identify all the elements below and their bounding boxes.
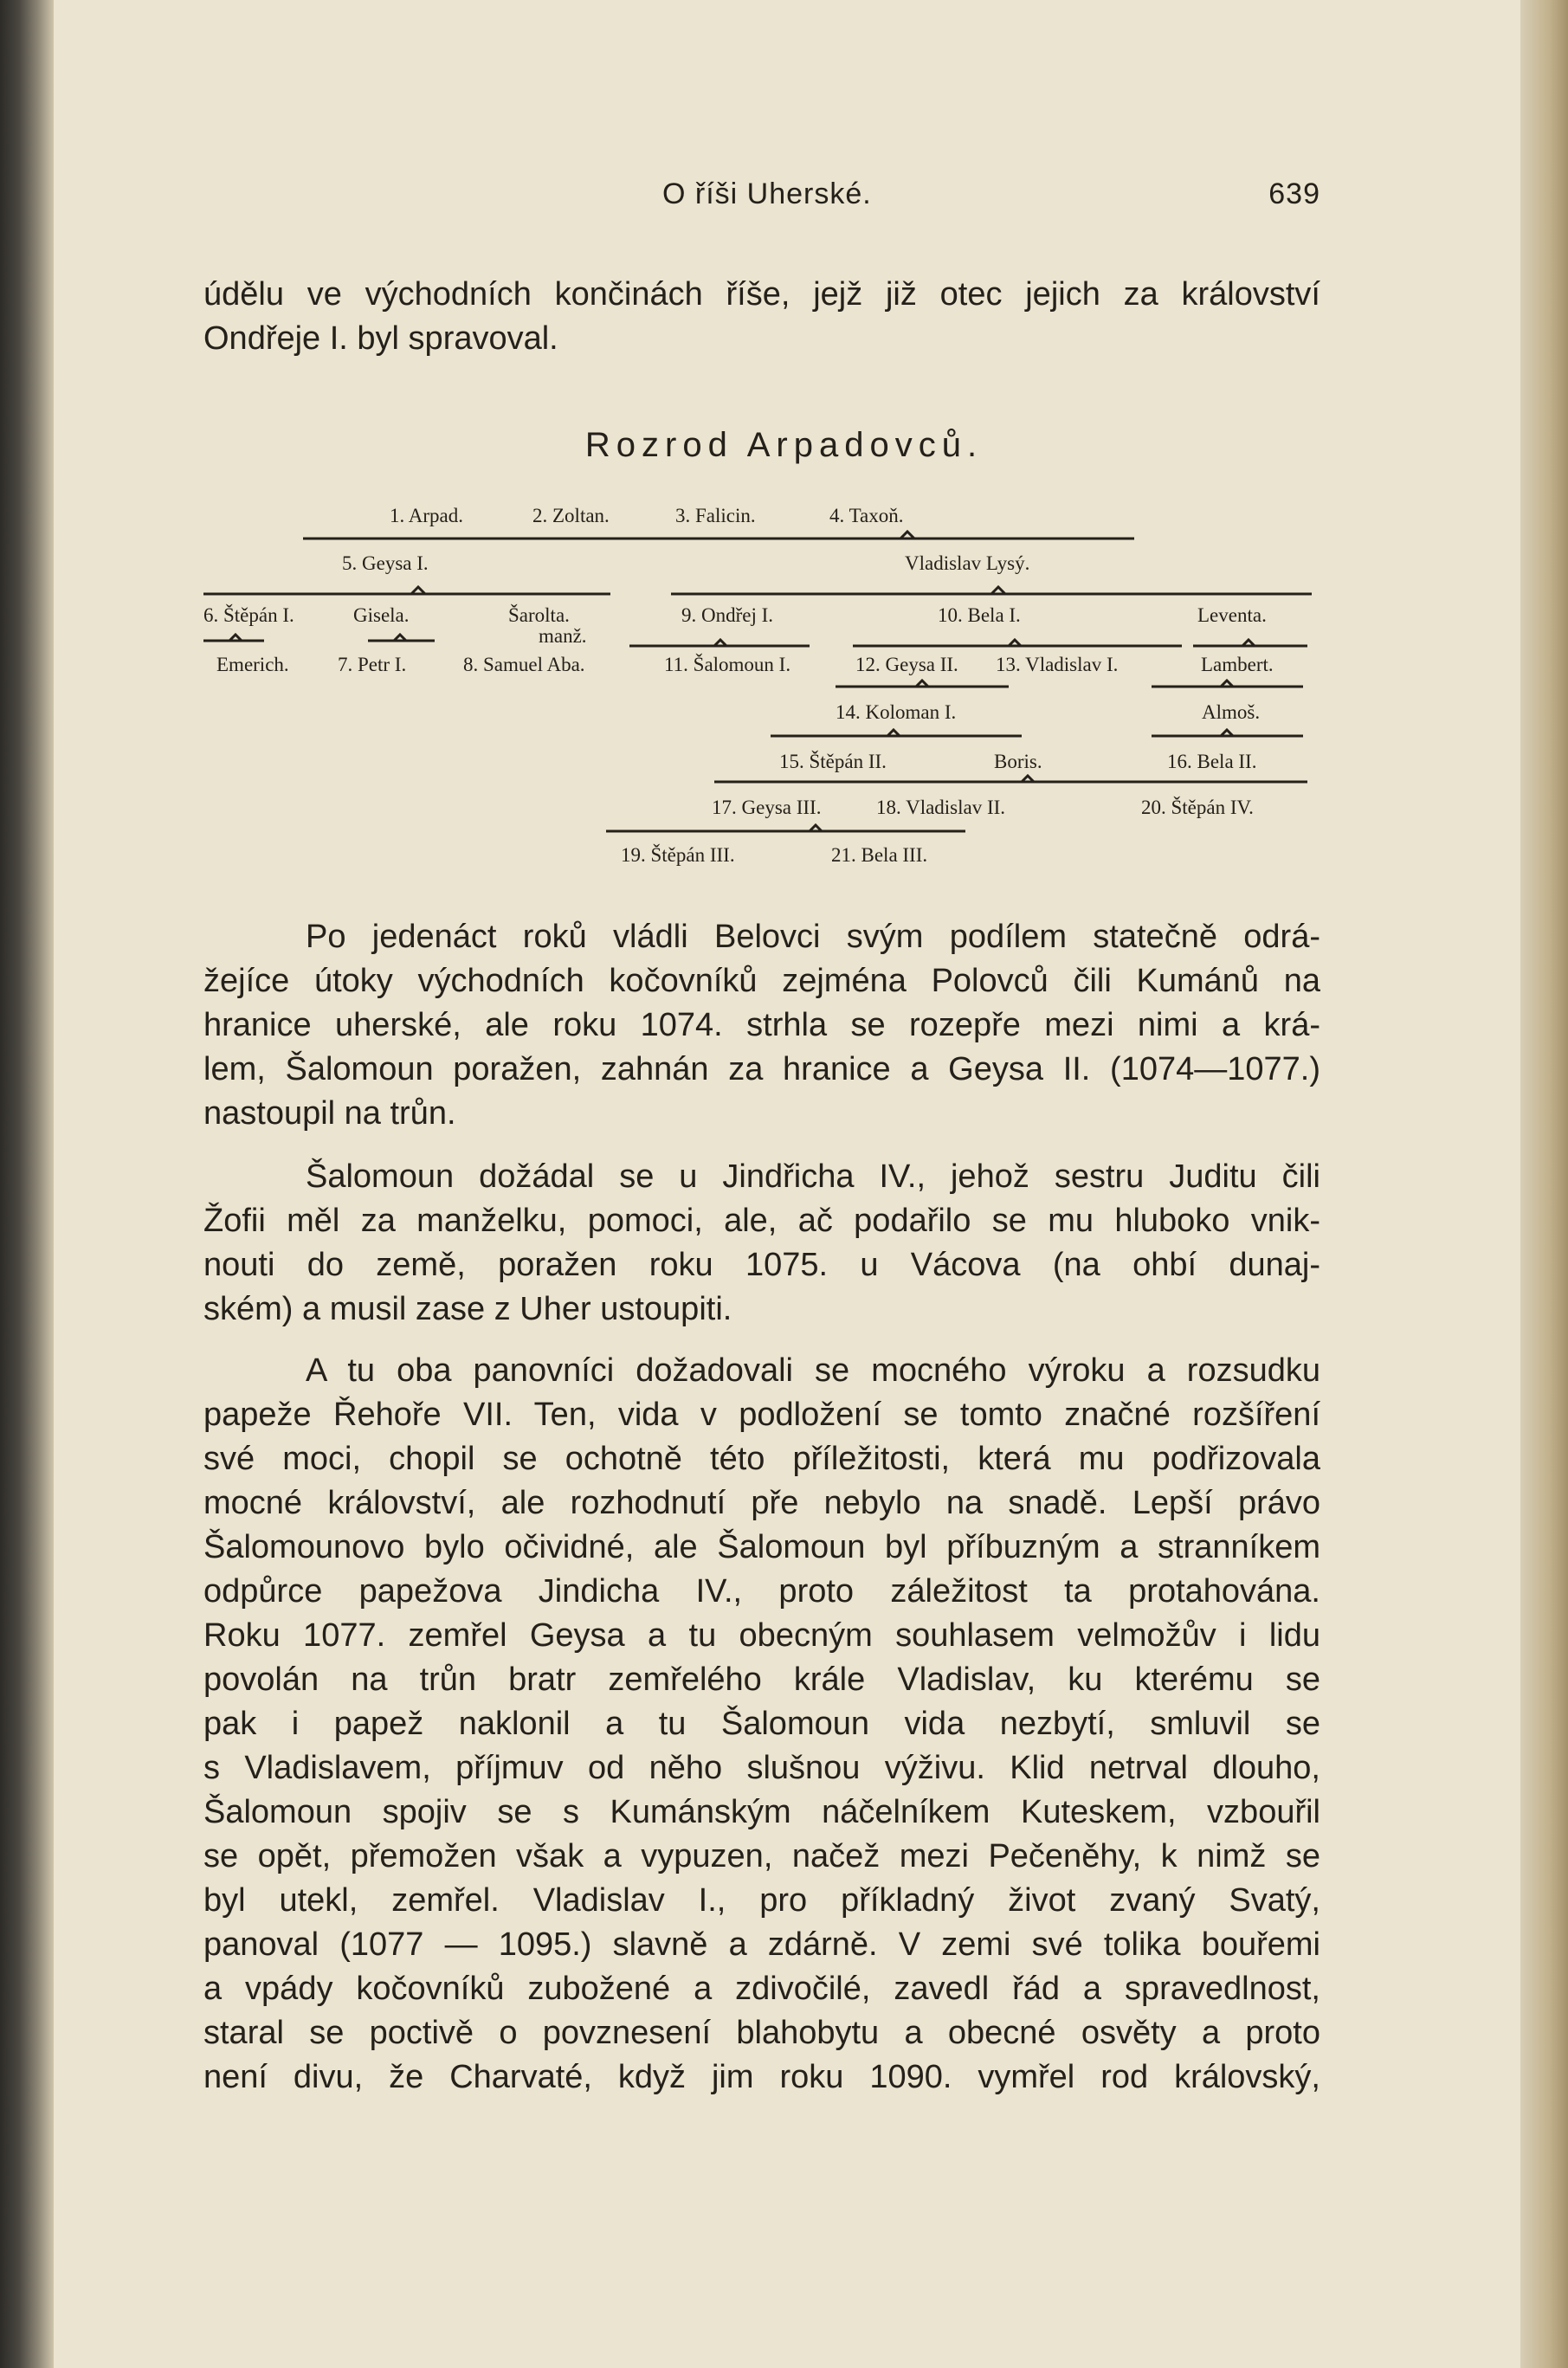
text-line: Po jedenáct roků vládli Belovci svým podílem statečně odrá- — [306, 919, 1320, 955]
text-line: hranice uherské, ale roku 1074. strhla se rozepře mezi nimi a krá- — [203, 1007, 1320, 1043]
tree-brace — [714, 776, 1307, 782]
text-line: Žofii měl za manželku, pomoci, ale, ač podařilo se mu hluboko vnik- — [203, 1203, 1320, 1239]
tree-name: 3. Falicin. — [675, 505, 756, 526]
tree-name: 13. Vladislav I. — [996, 654, 1119, 675]
header-title: O říši Uherské. — [662, 177, 872, 210]
text-line: a vpády kočovníků zubožené a zdivočilé, zavedl řád a spravedlnost, — [203, 1971, 1320, 2007]
text-line: Roku 1077. zemřel Geysa a tu obecným souhlasem velmožův i lidu — [203, 1617, 1320, 1654]
tree-name: 15. Štěpán II. — [779, 751, 887, 772]
tree-name: Vladislav Lysý. — [905, 552, 1030, 574]
tree-name: 8. Samuel Aba. — [463, 654, 585, 675]
text-line: panoval (1077 — 1095.) slavně a zdárně. V zemi své tolika bouřemi — [203, 1926, 1320, 1963]
tree-name: 17. Geysa III. — [712, 797, 822, 818]
tree-name: 4. Taxoň. — [829, 505, 904, 526]
tree-name: 11. Šalomoun I. — [664, 654, 791, 675]
paragraph-3 — [203, 1349, 1320, 2100]
text-line: povolán na trůn bratr zemřelého krále Vladislav, ku kterému se — [203, 1661, 1320, 1698]
running-header — [203, 177, 1320, 223]
text-line: nouti do země, poražen roku 1075. u Vácova (na ohbí dunaj- — [203, 1247, 1320, 1283]
text-line: není divu, že Charvaté, když jim roku 1090. vymřel rod královský, — [203, 2059, 1320, 2095]
tree-brace — [629, 640, 810, 646]
paragraph-2 — [203, 1155, 1320, 1332]
tree-brace — [368, 635, 435, 641]
tree-brace — [671, 587, 1312, 594]
text-line: údělu ve východních končinách říše, jejž již otec jejich za království — [203, 276, 1320, 313]
tree-brace — [203, 635, 264, 641]
text-line: pak i papež naklonil a tu Šalomoun vida nezbytí, smluvil se — [203, 1706, 1320, 1742]
paragraph-1 — [203, 915, 1320, 1136]
text-line: lem, Šalomoun poražen, zahnán za hranice a Geysa II. (1074—1077.) — [203, 1051, 1320, 1087]
intro-paragraph — [203, 273, 1320, 361]
tree-name: 6. Štěpán I. — [203, 604, 294, 626]
text-line: byl utekl, zemřel. Vladislav I., pro příkladný život zvaný Svatý, — [203, 1882, 1320, 1919]
tree-name: Gisela. — [353, 604, 410, 626]
text-line: mocné království, ale rozhodnutí pře nebylo na snadě. Lepší právo — [203, 1485, 1320, 1521]
tree-name: 7. Petr I. — [338, 654, 407, 675]
tree-name: 20. Štěpán IV. — [1141, 797, 1254, 818]
tree-name: 18. Vladislav II. — [876, 797, 1006, 818]
text-line: nastoupil na trůn. — [203, 1095, 456, 1132]
tree-name: Šarolta. — [508, 604, 570, 626]
page-edge — [1520, 0, 1568, 2368]
tree-name: manž. — [539, 625, 587, 647]
text-line: se opět, přemožen však a vypuzen, načež mezi Pečeněhy, k nimž se — [203, 1838, 1320, 1874]
page-number: 639 — [1268, 177, 1320, 210]
tree-name: 2. Zoltan. — [532, 505, 610, 526]
text-line: žejíce útoky východních kočovníků zejména Polovců čili Kumánů na — [203, 963, 1320, 999]
tree-name: 19. Štěpán III. — [621, 844, 735, 866]
tree-name: Emerich. — [216, 654, 289, 675]
text-line: A tu oba panovníci dožadovali se mocného výroku a rozsudku — [306, 1352, 1320, 1389]
tree-name: Lambert. — [1201, 654, 1274, 675]
tree-name: 9. Ondřej I. — [681, 604, 774, 626]
text-line: papeže Řehoře VII. Ten, vida v podložení se tomto značné rozšíření — [203, 1397, 1320, 1433]
tree-brace — [836, 681, 1009, 687]
text-line: s Vladislavem, příjmuv od něho slušnou výživu. Klid netrval dlouho, — [203, 1750, 1320, 1786]
tree-brace — [303, 532, 1134, 539]
genealogy-tree — [0, 485, 1568, 883]
tree-name: 16. Bela II. — [1167, 751, 1257, 772]
tree-name: 10. Bela I. — [938, 604, 1021, 626]
tree-name: Boris. — [994, 751, 1042, 772]
tree-name: Leventa. — [1197, 604, 1267, 626]
tree-name: 14. Koloman I. — [836, 701, 957, 723]
book-spine — [0, 0, 54, 2368]
text-line: ském) a musil zase z Uher ustoupiti. — [203, 1291, 732, 1327]
text-line: odpůrce papežova Jindicha IV., proto záležitost ta protahována. — [203, 1573, 1320, 1610]
tree-brace — [606, 825, 965, 831]
text-line: Šalomoun spojiv se s Kumánským náčelníkem Kuteskem, vzbouřil — [203, 1794, 1320, 1830]
text-line: staral se poctivě o povznesení blahobytu a obecné osvěty a proto — [203, 2015, 1320, 2051]
text-line: své moci, chopil se ochotně této příležitosti, která mu podřizovala — [203, 1441, 1320, 1477]
text-line: Šalomoun dožádal se u Jindřicha IV., jehož sestru Juditu čili — [306, 1158, 1320, 1195]
tree-name: 21. Bela III. — [831, 844, 928, 866]
tree-brace — [1193, 640, 1307, 646]
tree-brace — [203, 587, 610, 594]
tree-brace — [771, 730, 1022, 736]
tree-name: 12. Geysa II. — [855, 654, 958, 675]
tree-brace — [1152, 730, 1303, 736]
tree-name: Almoš. — [1202, 701, 1261, 723]
tree-name: 1. Arpad. — [390, 505, 463, 526]
tree-brace — [853, 640, 1182, 646]
tree-brace — [1152, 681, 1303, 687]
text-line: Šalomounovo bylo očividné, ale Šalomoun byl příbuzným a stranníkem — [203, 1529, 1320, 1565]
genealogy-title: Rozrod Arpadovců. — [584, 426, 984, 464]
text-line: Ondřeje I. byl spravoval. — [203, 320, 558, 357]
tree-name: 5. Geysa I. — [342, 552, 429, 574]
